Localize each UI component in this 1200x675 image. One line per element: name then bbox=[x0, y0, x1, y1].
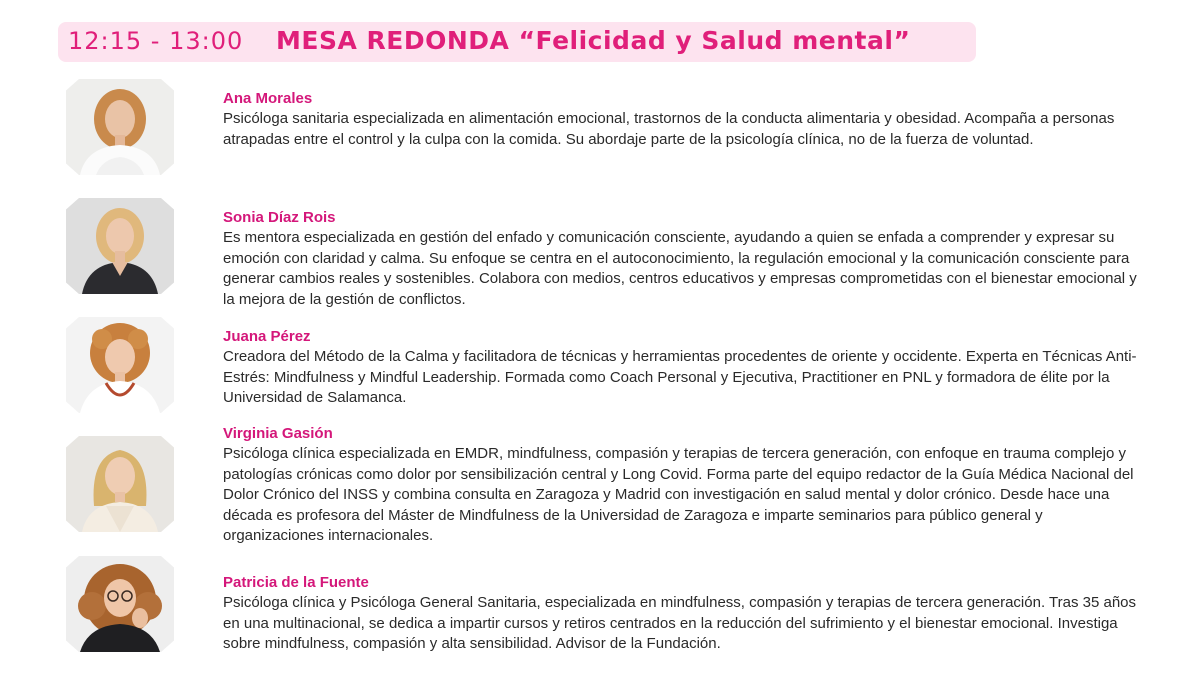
speaker-photo bbox=[66, 556, 174, 652]
speaker-bio: Es mentora especializada en gestión del enfado y comunicación consciente, ayudando a quien se enfada a comprender y expresar su emoción con claridad y calma. Su enfoque se centra en el autoconocimiento, la regulación emocional y la comunicación consciente para generar cambios reales y sostenibles. Colabora con medios, centros educativos y empresas comprometidas con el bienestar emocional y la mejora de la gestión de conflictos. bbox=[223, 229, 1137, 308]
session-title: MESA REDONDA “Felicidad y Salud mental” bbox=[276, 26, 911, 55]
speaker-name: Virginia Gasión bbox=[223, 425, 333, 442]
speaker-bio: Psicóloga sanitaria especializada en alimentación emocional, trastornos de la conducta alimentaria y obesidad. Acompaña a personas atrapadas entre el control y la culpa con la comida. Su abordaje parte de la psicología clínica, no de la fuerza de voluntad. bbox=[223, 110, 1115, 148]
speaker-bio: Psicóloga clínica y Psicóloga General Sanitaria, especializada en mindfulness, compasión y terapias de tercera generación. Tras 35 años en una multinacional, se dedica a impartir cursos y retiros centrados en la reducción del sufrimiento y el bienestar emocional. Investiga sobre mindfulness, compasión y alta sensibilidad. Advisor de la Fundación. bbox=[223, 594, 1137, 653]
speaker-name: Patricia de la Fuente bbox=[223, 574, 369, 591]
speaker-name: Ana Morales bbox=[223, 90, 313, 107]
speaker-photo bbox=[66, 198, 174, 294]
speaker-name: Juana Pérez bbox=[223, 328, 311, 345]
speaker-name: Sonia Díaz Rois bbox=[223, 209, 336, 226]
speaker-bio: Creadora del Método de la Calma y facilitadora de técnicas y herramientas procedentes de oriente y occidente. Experta en Técnicas Anti-Estrés: Mindfulness y Mindful Leadership. Formada como Coach Personal y Ejecutiva, Practitioner en PNL y formadora de élite por la Universidad de Salamanca. bbox=[223, 348, 1137, 407]
session-header bbox=[58, 22, 976, 62]
session-time: 12:15 - 13:00 bbox=[68, 27, 244, 55]
speaker-photo bbox=[66, 79, 174, 175]
speaker-bio: Psicóloga clínica especializada en EMDR, mindfulness, compasión y terapias de tercera generación, con enfoque en trauma complejo y patologías crónicas como dolor por sensibilización central y Long Covid. Forma parte del equipo redactor de la Guía Médica Nacional del Dolor Crónico del INSS y combina consulta en Zaragoza y Madrid con investigación en salud mental y dolor crónico. Desde hace una década es profesora del Máster de Mindfulness de la Universidad de Zaragoza e imparte seminarios para público general y organizaciones internacionales. bbox=[223, 445, 1134, 545]
speaker-photo bbox=[66, 436, 174, 532]
speaker-photo bbox=[66, 317, 174, 413]
